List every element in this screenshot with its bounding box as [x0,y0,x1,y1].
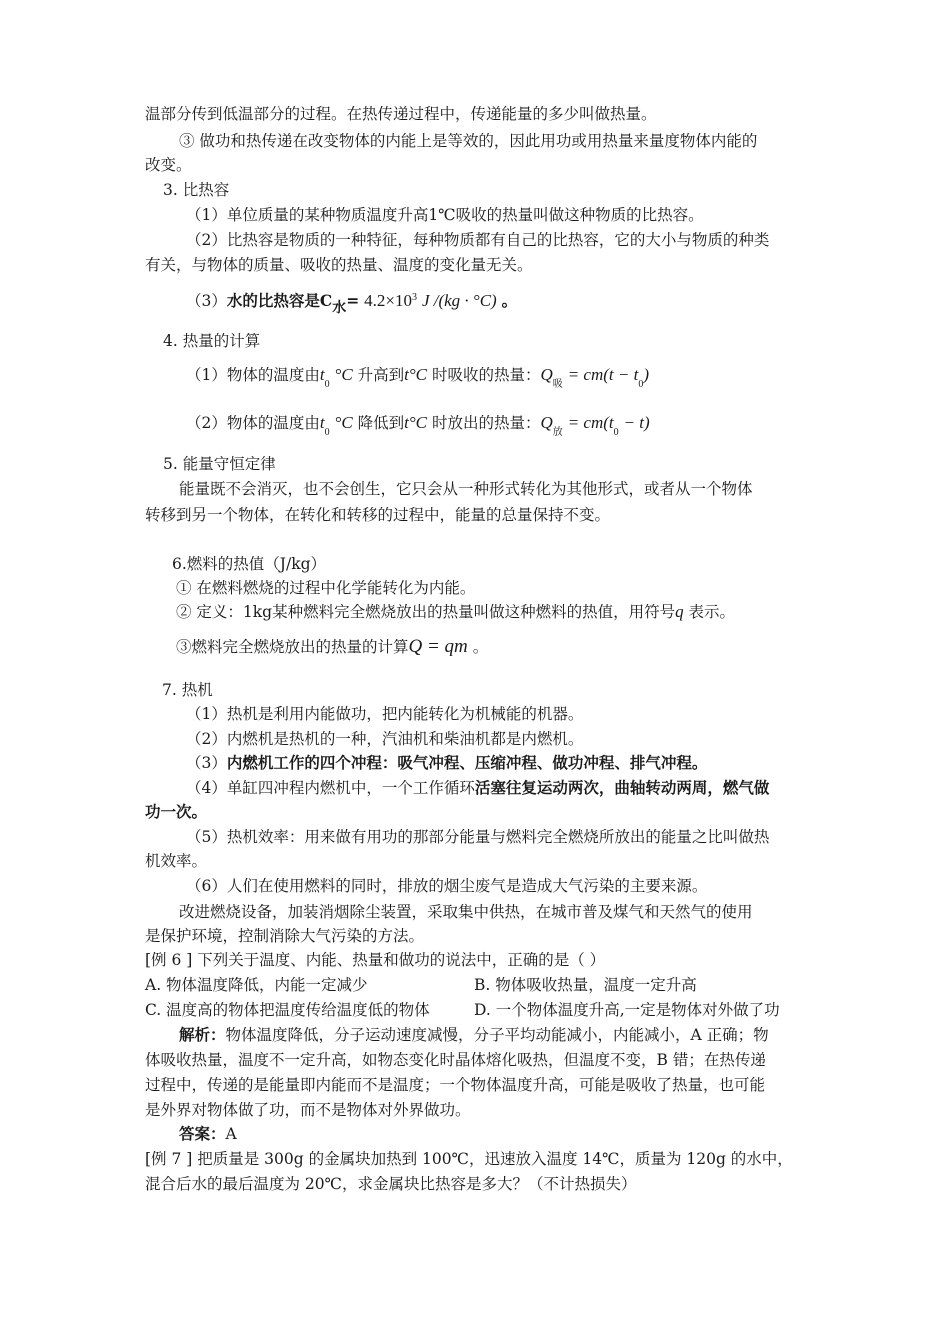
text-line [176,636,820,658]
option-a: A. 物体温度降低，内能一定减少 [145,976,368,994]
text-span: ② 定义：1kg某种燃料完全燃烧放出的热量叫做这种燃料的热值，用符号 [176,603,676,621]
text-span: 活塞往复运动两次，曲轴转动两周，燃气做 [474,778,770,797]
formula: °C [334,365,353,384]
formula: ) [643,365,649,384]
subscript: 0 [613,427,619,438]
formula: Q = qm [408,636,468,657]
text-span: = [346,291,360,310]
text-line: （5）热机效率：用来做有用功的那部分能量与燃料完全燃烧所放出的能量之比叫做热 [186,828,770,846]
option-d: D. 一个物体温度升高,一定是物体对外做了功 [474,1001,780,1019]
formula: 4.2×10 [364,291,412,310]
text-line: 能量既不会消灭，也不会创生，它只会从一种形式转化为其他形式，或者从一个物体 [179,480,753,498]
formula: Q [540,413,553,432]
text-span: 降低到 [357,414,405,432]
text-line: 机效率。 [145,852,208,870]
section-heading-heat-engine: 7. 热机 [162,681,213,699]
answer-label: 答案： [179,1124,226,1143]
text-line: ① 在燃料燃烧的过程中化学能转化为内能。 [176,579,476,597]
subscript: 0 [324,379,330,390]
section-heading-energy-conservation: 5. 能量守恒定律 [163,455,276,473]
section-heading-fuel-heat-value: 6.燃料的热值（J/kg） [172,555,327,573]
example-6-question: [例 6 ] 下列关于温度、内能、热量和做功的说法中，正确的是（ ） [145,951,606,969]
text-line: （1）热机是利用内能做功，把内能转化为机械能的机器。 [186,705,584,723]
formula: t [319,365,325,384]
analysis-label: 解析： [179,1025,226,1044]
formula: q [675,602,684,621]
superscript: 3 [412,292,417,303]
text-line [186,777,820,799]
formula: J /(kg · °C) [421,291,497,310]
section-heading-heat-calculation: 4. 热量的计算 [163,332,261,350]
subscript: 0 [638,379,644,390]
text-span: 时吸收的热量： [431,366,541,384]
formula: − t) [623,413,650,432]
formula: = cm(t [567,413,614,432]
water-specific-heat-line [186,290,820,315]
text-line: 混合后水的最后温度为 20℃，求金属块比热容是多大？（不计热损失） [145,1175,637,1193]
text-line: 过程中，传递的是能量即内能而不是温度；一个物体温度升高，可能是吸收了热量，也可能 [145,1076,766,1094]
text-line [186,752,820,774]
example-7-question: [例 7 ] 把质量是 300g 的金属块加热到 100℃，迅速放入温度 14℃，质量为 120g 的水中， [145,1150,793,1168]
subscript: 0 [324,427,330,438]
answer-line [179,1123,820,1145]
text-span: 时放出的热量： [431,414,541,432]
text-line [176,601,820,623]
subscript: 放 [552,427,563,438]
analysis-line [179,1024,820,1046]
formula: t°C [404,413,428,432]
formula: t°C [404,365,428,384]
text-span: 内燃机工作的四个冲程：吸气冲程、压缩冲程、做功冲程、排气冲程。 [226,753,708,772]
text-line: 转移到另一个物体，在转化和转移的过程中，能量的总量保持不变。 [145,506,611,524]
formula: t [319,413,325,432]
text-line: （6）人们在使用燃料的同时，排放的烟尘废气是造成大气污染的主要来源。 [186,877,708,895]
text-span: （4）单缸四冲程内燃机中，一个工作循环 [186,779,475,797]
text-line: 改进燃烧设备，加装消烟除尘装置，采取集中供热，在城市普及煤气和天然气的使用 [179,903,753,921]
text-span: （2）物体的温度由 [186,414,320,432]
text-line: （1）单位质量的某种物质温度升高1℃吸收的热量叫做这种物质的比热容。 [186,206,704,224]
text-line: 是外界对物体做了功，而不是物体对外界做功。 [145,1101,471,1119]
text-line: 功一次。 [145,802,208,821]
option-c: C. 温度高的物体把温度传给温度低的物体 [145,1001,430,1019]
text-span: 。 [472,638,489,656]
text-span: 表示。 [688,603,736,621]
formula-line-absorb [186,364,820,389]
text-line: 温部分传到低温部分的过程。在热传递过程中，传递能量的多少叫做热量。 [145,105,657,123]
text-span: （1）物体的温度由 [186,366,320,384]
formula-line-release [186,412,820,437]
text-line: （2）比热容是物质的一种特征，每种物质都有自己的比热容，它的大小与物质的种类 [186,231,770,249]
text-line: 是保护环境，控制消除大气污染的方法。 [145,927,425,945]
text-span: （3） [186,754,227,772]
subscript: 水 [332,300,347,316]
text-span: （3） [186,292,227,310]
text-line: 有关，与物体的质量、吸收的热量、温度的变化量无关。 [145,256,533,274]
text-line: 体吸收热量，温度不一定升高，如物态变化时晶体熔化吸热，但温度不变，B 错；在热传递 [145,1051,766,1069]
section-heading-specific-heat: 3. 比热容 [163,181,230,199]
text-span: 升高到 [357,366,405,384]
formula: Q [540,365,553,384]
text-span: ③燃料完全燃烧放出的热量的计算 [176,638,409,656]
text-span: 物体温度降低，分子运动速度减慢，分子平均动能减小，内能减小，A 正确；物 [225,1026,769,1044]
answer-value: A [225,1125,237,1143]
text-line: 改变。 [145,156,192,174]
text-line: （2）内燃机是热机的一种，汽油机和柴油机都是内燃机。 [186,730,584,748]
text-span: 水的比热容是C [226,291,333,310]
formula: = cm(t − t [567,365,639,384]
formula: °C [334,413,353,432]
subscript: 吸 [552,379,563,390]
text-span: 。 [501,291,518,310]
text-line: ③ 做功和热传递在改变物体的内能上是等效的，因此用功或用热量来量度物体内能的 [179,132,758,150]
option-b: B. 物体吸收热量，温度一定升高 [474,976,697,994]
